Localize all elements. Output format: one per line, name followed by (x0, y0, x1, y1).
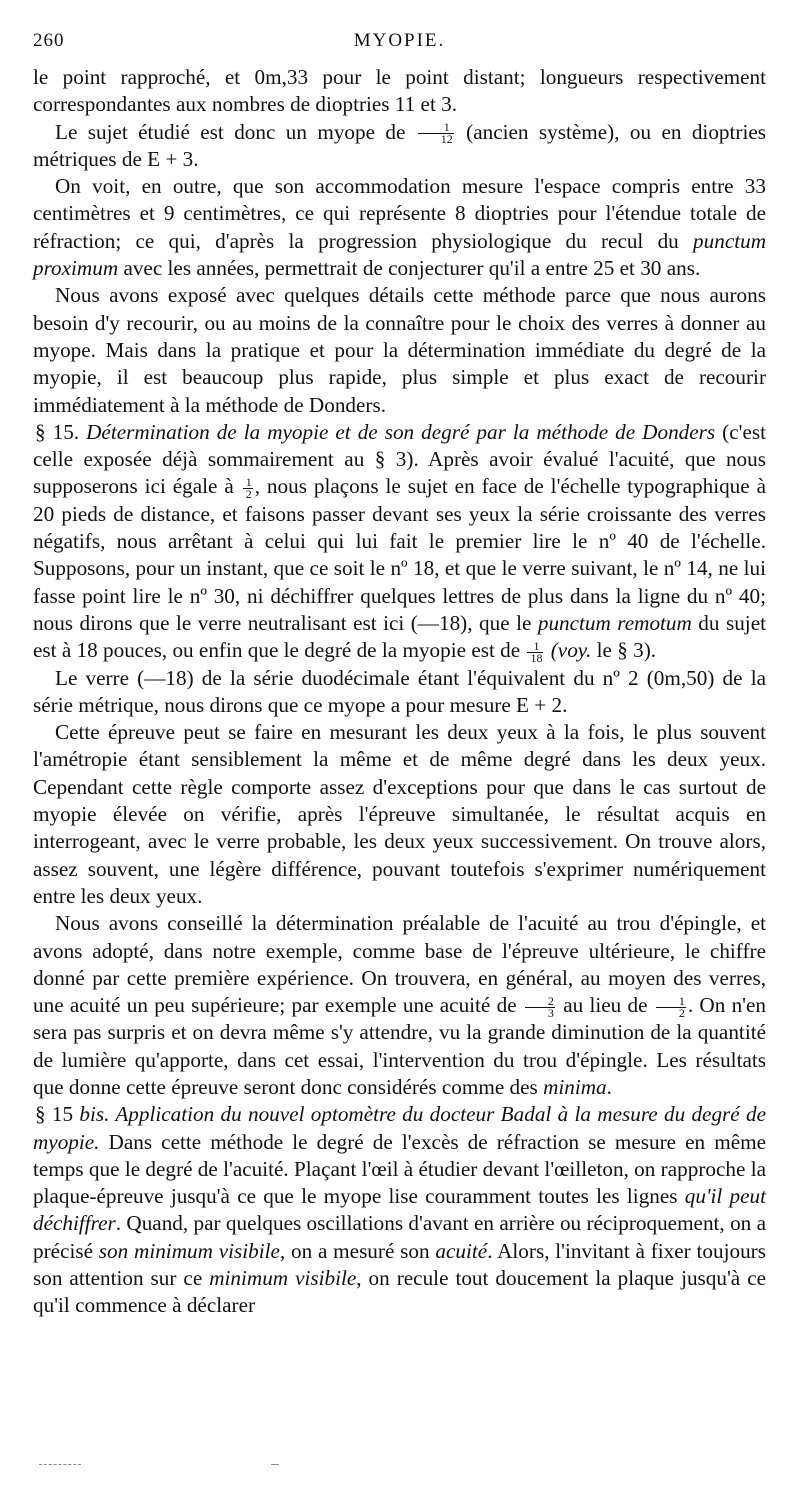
section-15: § 15. Détermination de la myopie et de son degré par la méthode de Donders (c'est celle exposée déjà sommairement au § 3). Après avoir évalué l'acuité, que nous supposerons ici égale à $\frac{1}{2}$ , nous plaçons le sujet en face de l'échelle typographique à 20 pieds de distance, et faisons passer devant ses yeux la série croissante des verres négatifs, nous arrêtant à celui qui lui fait le premier lire le nº 40 de l'échelle. Supposons, pour un instant, que ce soit le nº 18, et que le verre suivant, le nº 14, ne lui fasse point lire le nº 30, ni déchiffrer quelques lettres de plus dans la ligne du nº 40; nous dirons que le verre neutralisant est ici (—18), que le punctum remotum du sujet est à 18 pouces, ou enfin que le degré de la myopie est de $\frac{1}{18}$ (voy. le § 3). (33, 419, 766, 665)
paragraph-continuation: le point rapproché, et 0m,33 pour le point distant; longueurs respectivement correspondantes aux nombres de dioptries 11 et 3. (33, 65, 766, 117)
section-15-bis: § 15 bis. Application du nouvel optomètre du docteur Badal à la mesure du degré de myopie. Dans cette méthode le degré de l'excès de réfraction se mesure en même temps que le degré de l'acuité. Plaçant l'œil à étudier devant l'œilleton, on rapproche la plaque-épreuve jusqu'à ce que le myope lise couramment toutes les lignes qu'il peut déchiffrer. Quand, par quelques oscillations d'avant en arrière ou réciproquement, on a précisé son minimum visibile, on a mesuré son acuité. Alors, l'invitant à fixer toujours son attention sur ce minimum visibile, on recule tout doucement la plaque jusqu'à ce qu'il commence à déclarer (33, 1102, 767, 1318)
fraction: $\frac{1}{2}$ (243, 477, 253, 500)
scan-mark (39, 1464, 81, 1465)
fraction: $\frac{2}{3}$ (525, 996, 555, 1019)
paragraph-myope-degree: Le sujet étudié est donc un myope de $\frac{1}{12}$ (ancien système), ou en dioptries métriques de E + 3. (33, 119, 766, 171)
section-label: § 15. (35, 419, 87, 444)
page-number: 260 (33, 30, 65, 51)
scan-mark (271, 1464, 279, 1465)
running-head (33, 28, 766, 64)
section-heading: bis. Application du nouvel optomètre du docteur Badal à la mesure du degré de myopie. (33, 1102, 767, 1154)
section-heading: Détermination de la myopie et de son degré par la méthode de Donders (86, 419, 716, 444)
document-page (33, 28, 766, 1320)
paragraph-both-eyes: Cette épreuve peut se faire en mesurant les deux yeux à la fois, le plus souvent l'amétropie étant sensiblement la même et de même degré dans les deux yeux. Cependant cette règle comporte assez d'exceptions pour que dans le cas surtout de myopie élevée on vérifie, après l'épreuve simultanée, le résultat acquis en interrogeant, avec le verre probable, les deux yeux successivement. On trouve alors, assez souvent, une légère différence, pouvant toutefois s'exprimer numériquement entre les deux yeux. (33, 720, 766, 908)
paragraph-method-exposed: Nous avons exposé avec quelques détails cette méthode parce que nous aurons besoin d'y recourir, ou au moins de la connaître pour le choix des verres à donner au myope. Mais dans la pratique et pour la détermination immédiate du degré de la myopie, il est beaucoup plus rapide, plus simple et plus exact de recourir immédiatement à la méthode de Donders. (33, 283, 766, 417)
paragraph-accommodation: On voit, en outre, que son accommodation mesure l'espace compris entre 33 centimètres et 9 centimètres, ce qui représente 8 dioptries pour l'étendue totale de réfraction; ce qui, d'après la progression physiologique du recul du punctum proximum avec les années, permettrait de conjecturer qu'il a entre 25 et 30 ans. (33, 174, 766, 281)
paragraph-duodecimal: Le verre (—18) de la série duodécimale étant l'équivalent du nº 2 (0m,50) de la série métrique, nous dirons que ce myope a pour mesure E + 2. (33, 665, 766, 717)
fraction: $\frac{1}{12}$ (418, 122, 454, 145)
paragraph-pinhole-acuity: Nous avons conseillé la détermination préalable de l'acuité au trou d'épingle, et avons adopté, dans notre exemple, comme base de l'épreuve ultérieure, le chiffre donné par cette première expérience. On trouvera, en général, au moyen des verres, une acuité un peu supérieure; par exemple une acuité de $\frac{2}{3}$ au lieu de $\frac{1}{2}$ . On n'en sera pas surpris et on devra même s'y attendre, vu la grande diminution de la quantité de lumière qu'apporte, dans cet essai, l'intervention du trou d'épingle. Les résultats que donne cette épreuve seront donc considérés comme des minima. (33, 911, 766, 1099)
fraction: $\frac{1}{18}$ (527, 641, 543, 664)
body-text (33, 64, 766, 1320)
fraction: $\frac{1}{2}$ (656, 996, 686, 1019)
section-label: § 15 (35, 1102, 80, 1127)
running-title: MYOPIE. (353, 30, 446, 51)
scan-marks (33, 1462, 333, 1468)
